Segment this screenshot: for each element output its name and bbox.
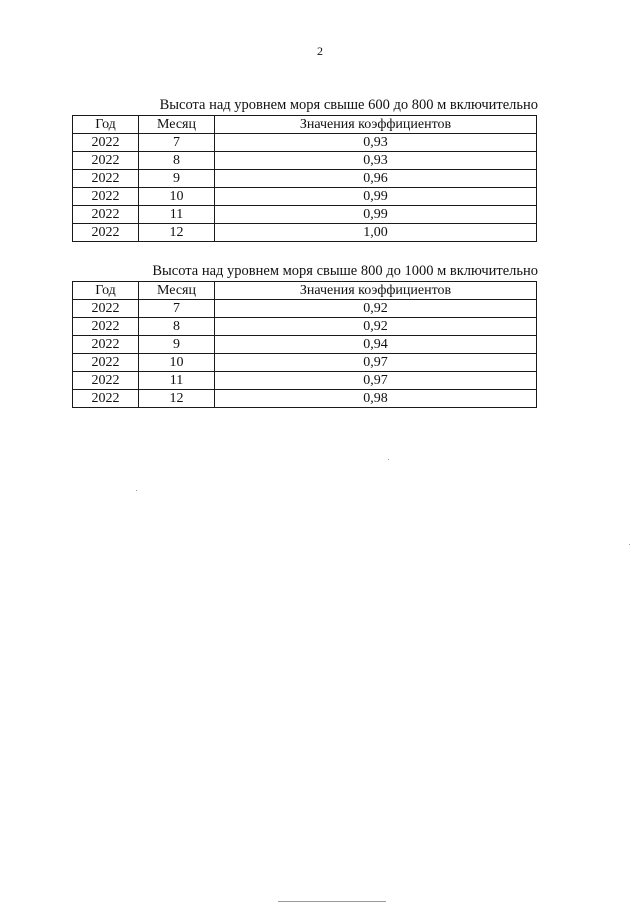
table-caption-800-1000: Высота над уровнем моря свыше 800 до 1000 м включительно [152,263,538,279]
cell-year: 2022 [73,390,139,408]
header-year: Год [73,282,139,300]
table-row [73,152,537,170]
cell-year: 2022 [73,170,139,188]
table-row [73,354,537,372]
scan-artifact-dot [136,490,137,491]
cell-coefficient: 0,93 [215,152,537,170]
cell-year: 2022 [73,152,139,170]
table-row [73,134,537,152]
cell-month: 10 [139,354,215,372]
cell-coefficient: 0,97 [215,372,537,390]
cell-month: 8 [139,152,215,170]
scan-artifact-dot [388,459,389,460]
header-coefficient: Значения коэффициентов [215,116,537,134]
cell-month: 11 [139,206,215,224]
cell-coefficient: 0,99 [215,188,537,206]
cell-coefficient: 0,99 [215,206,537,224]
header-month: Месяц [139,116,215,134]
cell-year: 2022 [73,224,139,242]
cell-year: 2022 [73,206,139,224]
table-caption-600-800: Высота над уровнем моря свыше 600 до 800 м включительно [159,97,538,113]
cell-month: 10 [139,188,215,206]
cell-month: 8 [139,318,215,336]
table-row [73,300,537,318]
table-row [73,224,537,242]
cell-month: 12 [139,224,215,242]
cell-coefficient: 0,96 [215,170,537,188]
cell-year: 2022 [73,300,139,318]
cell-month: 7 [139,300,215,318]
cell-month: 7 [139,134,215,152]
cell-coefficient: 1,00 [215,224,537,242]
table-row [73,390,537,408]
table-row [73,372,537,390]
cell-year: 2022 [73,318,139,336]
cell-coefficient: 0,92 [215,300,537,318]
cell-coefficient: 0,93 [215,134,537,152]
cell-year: 2022 [73,188,139,206]
table-row [73,336,537,354]
cell-month: 9 [139,336,215,354]
header-year: Год [73,116,139,134]
table-row [73,318,537,336]
table-header-row [73,282,537,300]
scan-artifact-line [278,901,386,902]
scan-artifact-dot [629,544,630,545]
header-month: Месяц [139,282,215,300]
table-row [73,206,537,224]
coefficients-table-800-1000 [72,281,537,408]
cell-coefficient: 0,98 [215,390,537,408]
page-number: 2 [317,44,323,58]
cell-coefficient: 0,92 [215,318,537,336]
cell-month: 12 [139,390,215,408]
cell-coefficient: 0,94 [215,336,537,354]
table-row [73,170,537,188]
cell-month: 9 [139,170,215,188]
coefficients-table-600-800 [72,115,537,242]
table-header-row [73,116,537,134]
cell-year: 2022 [73,134,139,152]
cell-coefficient: 0,97 [215,354,537,372]
cell-month: 11 [139,372,215,390]
header-coefficient: Значения коэффициентов [215,282,537,300]
cell-year: 2022 [73,372,139,390]
cell-year: 2022 [73,354,139,372]
cell-year: 2022 [73,336,139,354]
table-row [73,188,537,206]
